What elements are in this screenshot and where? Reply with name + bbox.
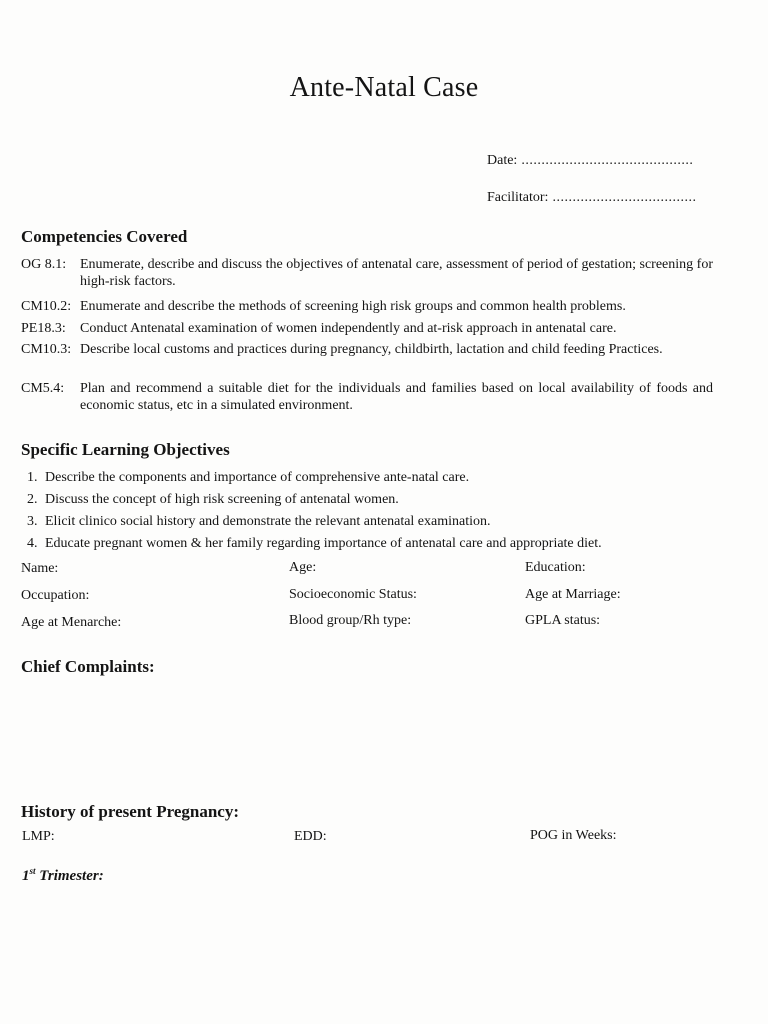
competency-text: Describe local customs and practices during pregnancy, childbirth, lactation and child feeding Practices. [80,342,663,357]
objectives-list [27,469,602,557]
blood-group-field-label: Blood group/Rh type: [289,613,412,628]
competency-item [21,256,713,290]
trimester-number: 1 [22,868,30,884]
list-item [27,513,602,535]
list-item [27,491,602,513]
competency-item [21,380,713,414]
lmp-field-label: LMP: [22,829,55,844]
objective-number: 3. [27,514,38,529]
socioeconomic-field-label: Socioeconomic Status: [289,587,417,602]
date-blank[interactable]: ........................................... [521,153,694,168]
page-title: Ante-Natal Case [289,72,479,103]
competencies-heading: Competencies Covered [21,227,188,246]
competency-text: Plan and recommend a suitable diet for the individuals and families based on local availability of foods and economic status, etc in a simulated environment. [80,381,713,413]
facilitator-label: Facilitator: [487,190,549,205]
edd-field-label: EDD: [294,829,327,844]
competency-item [21,298,713,315]
first-trimester-heading [22,866,104,885]
list-item [27,535,602,557]
objective-text: Elicit clinico social history and demonstrate the relevant antenatal examination. [45,514,491,529]
competency-code: CM5.4: [21,381,65,396]
chief-complaints-heading: Chief Complaints: [21,657,155,676]
present-pregnancy-heading: History of present Pregnancy: [21,802,239,821]
education-field-label: Education: [525,560,586,575]
date-label: Date: [487,153,518,168]
competency-code: PE18.3: [21,321,66,336]
facilitator-line [487,190,696,206]
facilitator-blank[interactable]: .................................... [552,190,697,205]
trimester-label: Trimester: [39,868,104,884]
occupation-field-label: Occupation: [21,588,90,603]
competency-text: Enumerate and describe the methods of screening high risk groups and common health problems. [80,299,626,314]
competency-code: OG 8.1: [21,257,67,272]
trimester-ordinal: st [29,866,36,876]
name-field-label: Name: [21,561,59,576]
objective-text: Discuss the concept of high risk screening of antenatal women. [45,492,399,507]
gpla-status-field-label: GPLA status: [525,613,601,628]
objective-number: 1. [27,470,38,485]
objective-number: 2. [27,492,38,507]
objective-number: 4. [27,536,38,551]
objectives-heading: Specific Learning Objectives [21,440,230,459]
date-line [487,153,693,169]
competency-text: Enumerate, describe and discuss the objectives of antenatal care, assessment of period of gestation; screening for high-risk factors. [80,257,713,289]
list-item [27,469,602,491]
competency-item [21,320,713,337]
age-field-label: Age: [289,560,317,575]
objective-text: Describe the components and importance of comprehensive ante-natal care. [45,470,470,485]
competency-text: Conduct Antenatal examination of women independently and at-risk approach in antenatal care. [80,321,617,336]
competency-item [21,341,713,358]
competency-code: CM10.3: [21,342,72,357]
pog-field-label: POG in Weeks: [530,828,617,843]
objective-text: Educate pregnant women & her family regarding importance of antenatal care and appropriate diet. [45,536,602,551]
age-at-marriage-field-label: Age at Marriage: [525,587,621,602]
competency-code: CM10.2: [21,299,72,314]
age-at-menarche-field-label: Age at Menarche: [21,615,122,630]
